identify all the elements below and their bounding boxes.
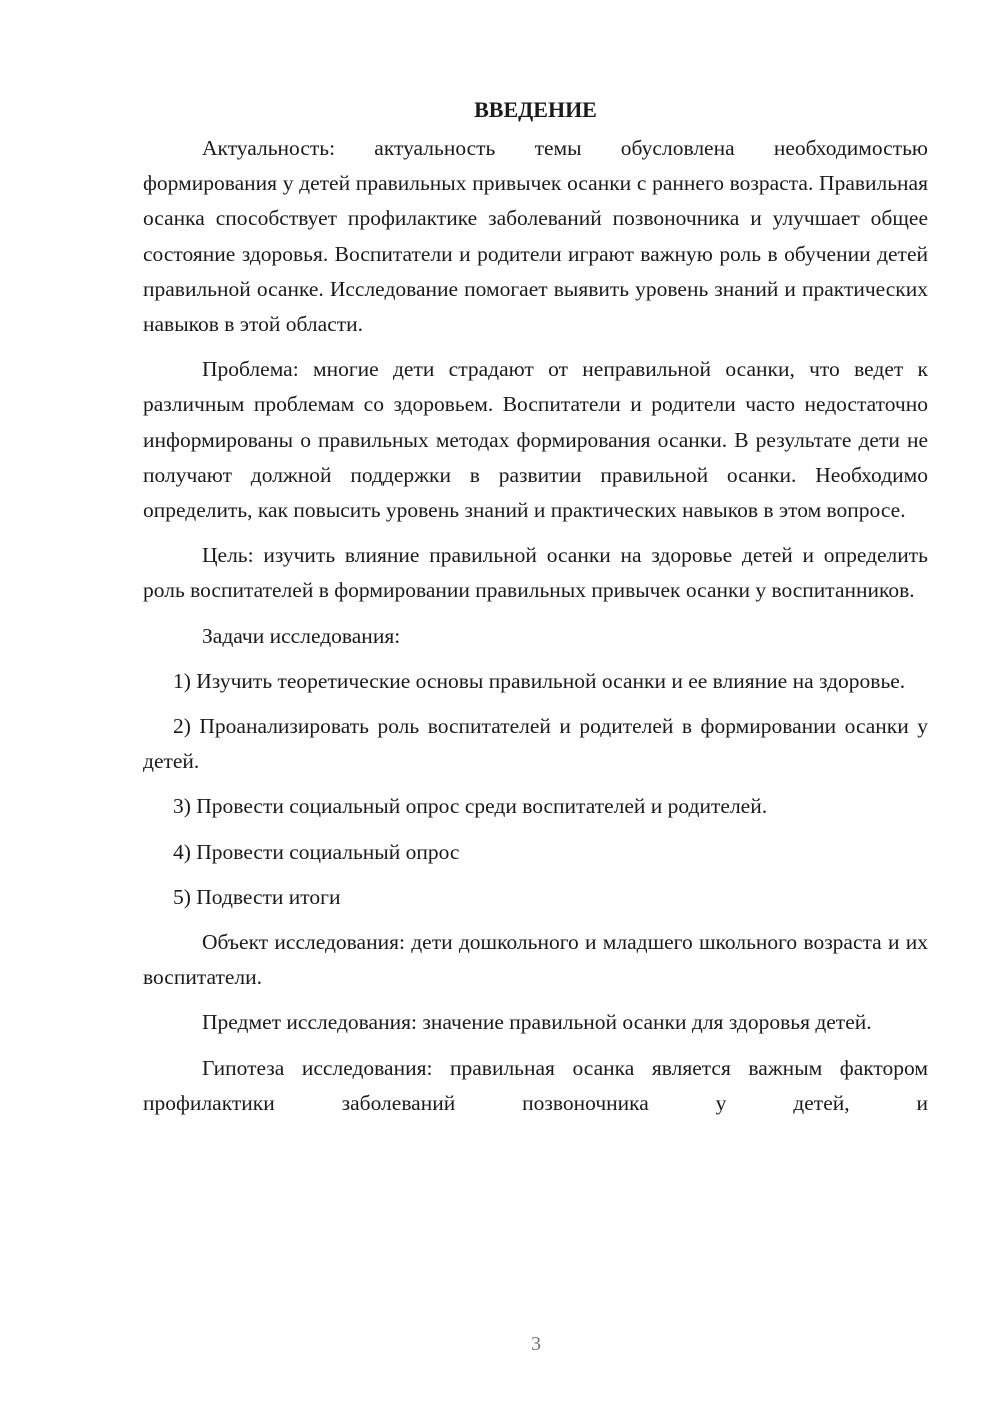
document-page	[143, 92, 928, 1131]
problem-paragraph: Проблема: многие дети страдают от неправильной осанки, что ведет к различным проблемам со здоровьем. Воспитатели и родители часто недостаточно информированы о правильных методах формирования осанки. В результате дети не получают должной поддержки в развитии правильной осанки. Необходимо определить, как повысить уровень знаний и практических навыков в этом вопросе.	[143, 357, 928, 523]
tasks-heading: Задачи исследования:	[202, 623, 401, 648]
task-item: 4) Провести социальный опрос	[173, 839, 460, 864]
subject-paragraph: Предмет исследования: значение правильной осанки для здоровья детей.	[202, 1010, 872, 1035]
relevance-paragraph: Актуальность: актуальность темы обусловлена необходимостью формирования у детей правильных привычек осанки с раннего возраста. Правильная осанка способствует профилактике заболеваний позвоночника и улучшает общее состояние здоровья. Воспитатели и родители играют важную роль в обучении детей правильной осанке. Исследование помогает выявить уровень знаний и практических навыков в этой области.	[143, 136, 928, 337]
hypothesis-paragraph: Гипотеза исследования: правильная осанка является важным фактором профилактики заболеваний позвоночника у детей, и	[143, 1055, 928, 1115]
object-paragraph: Объект исследования: дети дошкольного и младшего школьного возраста и их воспитатели.	[143, 930, 928, 990]
page-number: 3	[531, 1333, 541, 1355]
task-item: 3) Провести социальный опрос среди воспитателей и родителей.	[173, 794, 768, 819]
task-item: 1) Изучить теоретические основы правильной осанки и ее влияние на здоровье.	[173, 668, 906, 693]
task-item: 2) Проанализировать роль воспитателей и родителей в формировании осанки у детей.	[143, 714, 928, 774]
section-title: ВВЕДЕНИЕ	[474, 97, 597, 122]
goal-paragraph: Цель: изучить влияние правильной осанки на здоровье детей и определить роль воспитателей в формировании правильных привычек осанки у воспитанников.	[143, 543, 928, 603]
task-item: 5) Подвести итоги	[173, 884, 341, 909]
